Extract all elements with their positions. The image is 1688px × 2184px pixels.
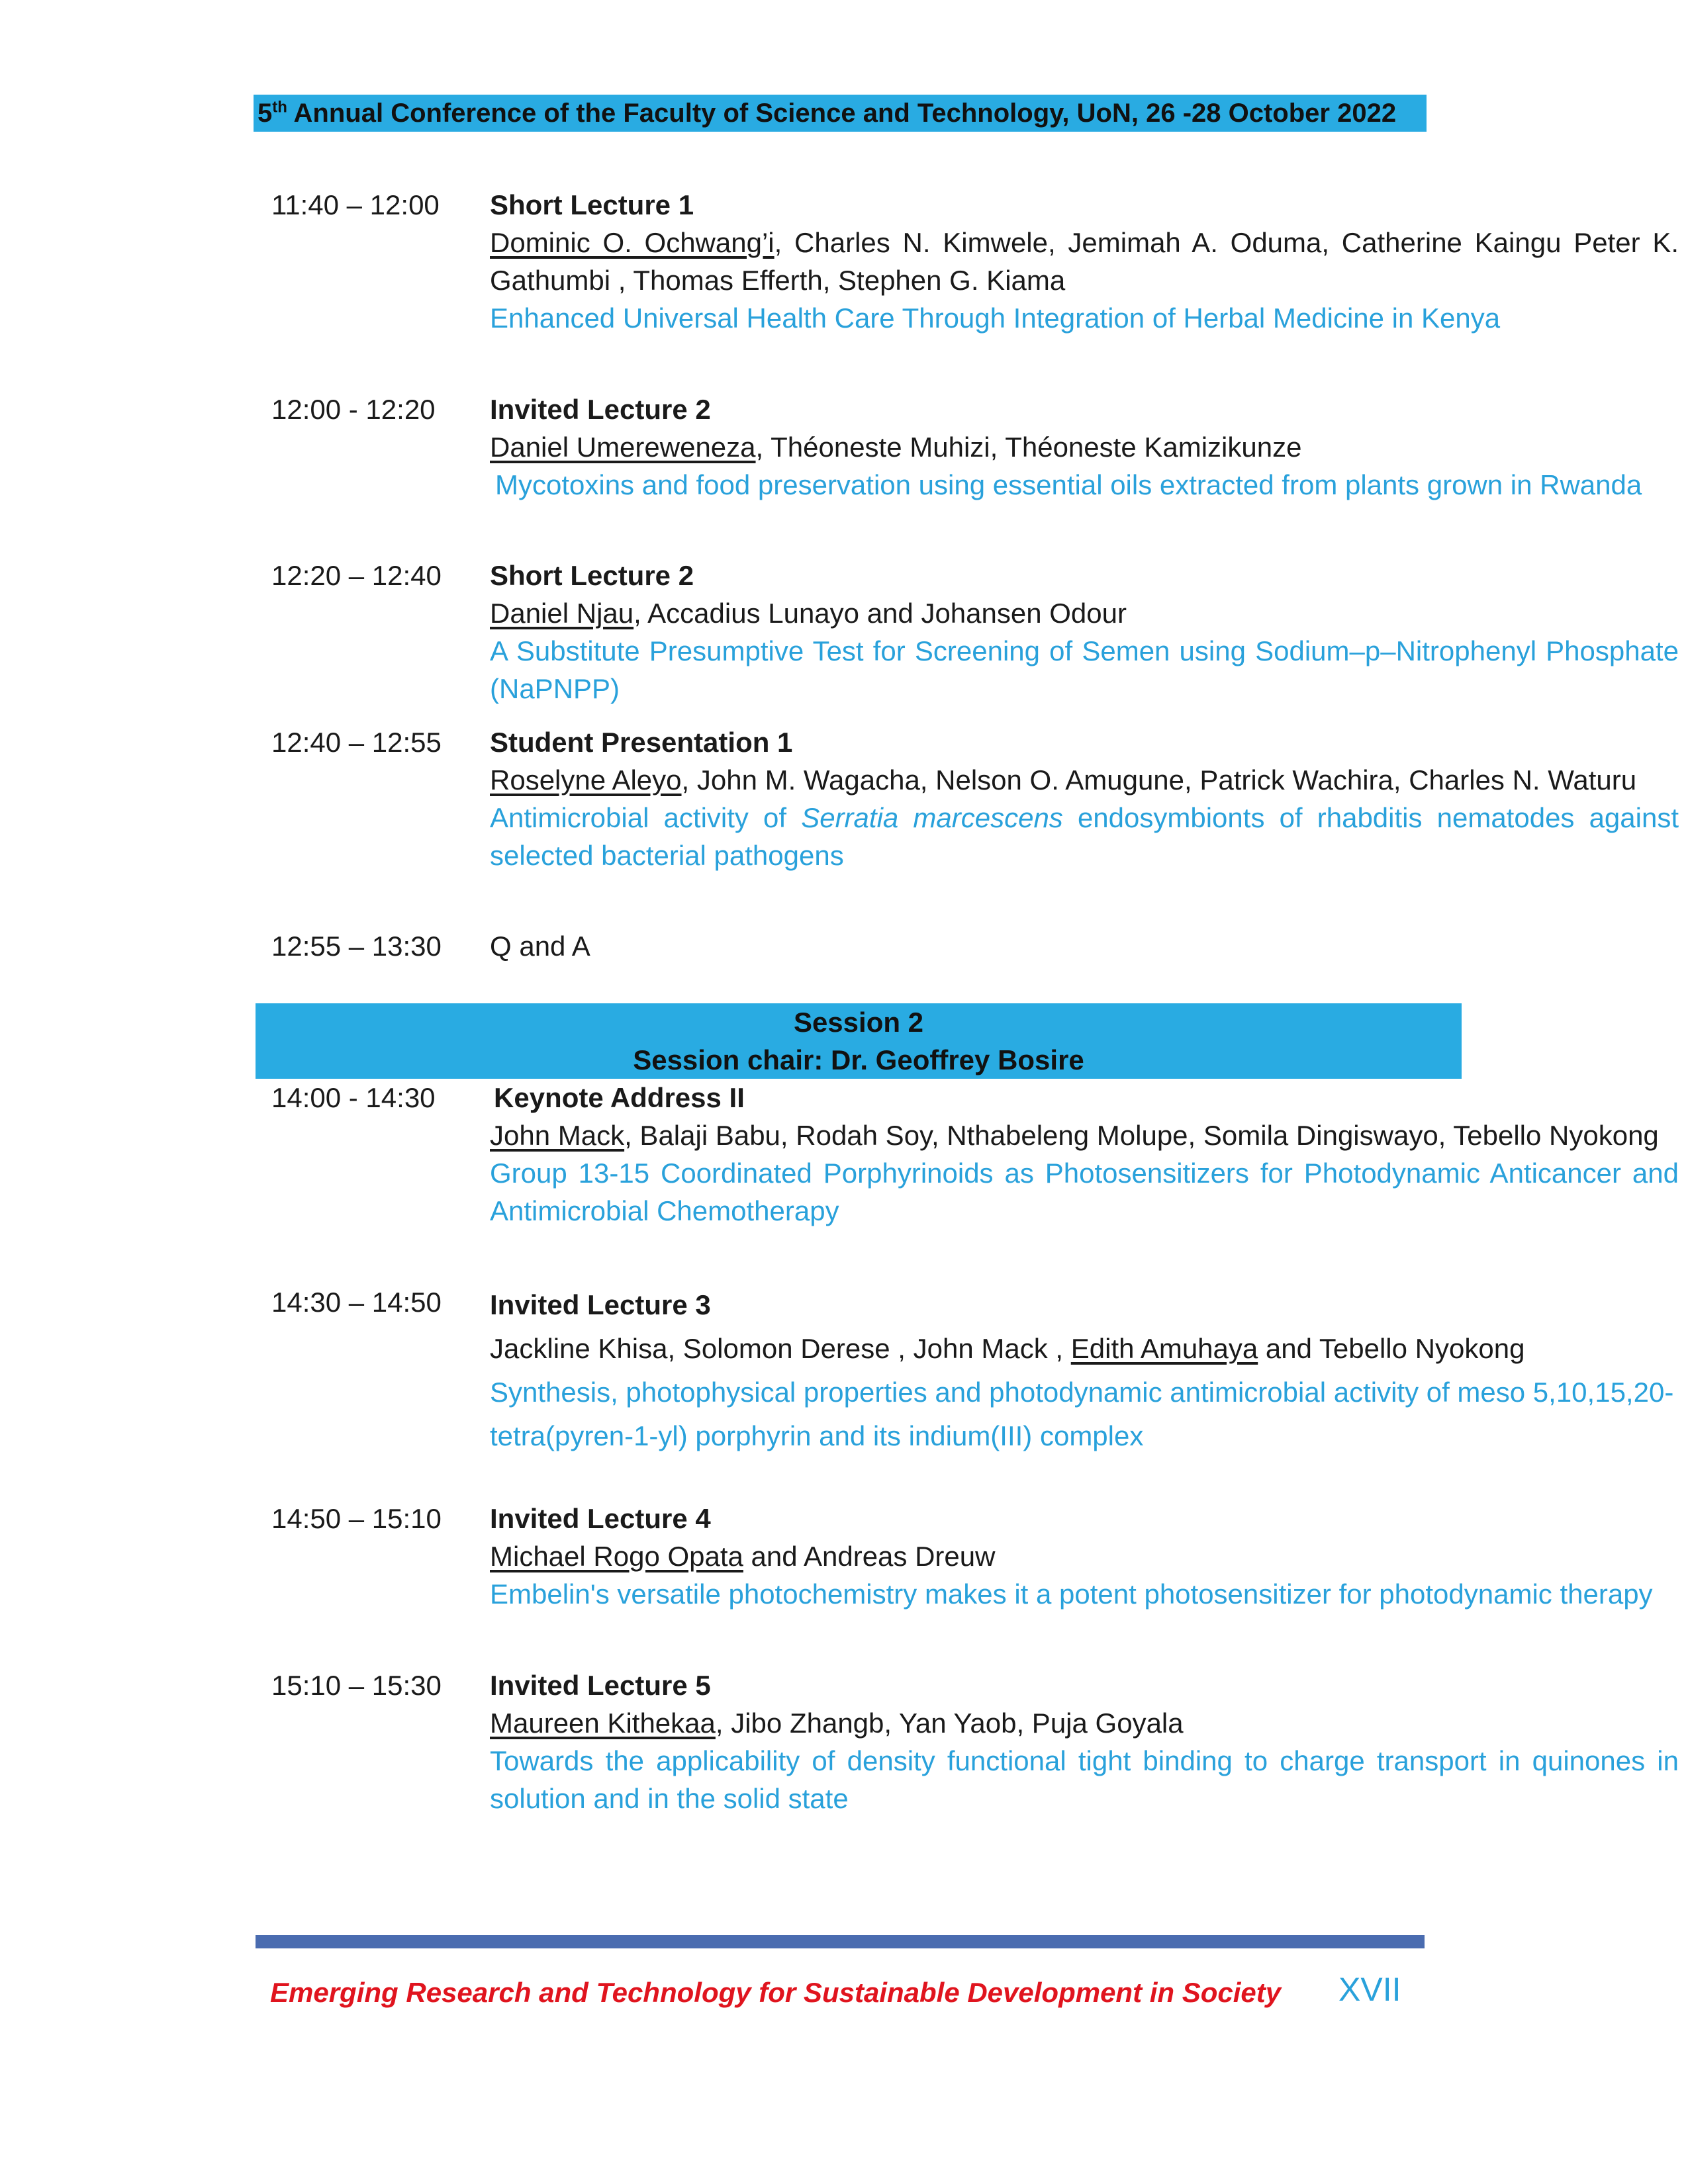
entry-type: Invited Lecture 5 <box>490 1670 711 1701</box>
entry-authors <box>490 594 1679 632</box>
presenter-name: Maureen Kithekaa <box>490 1707 716 1739</box>
entry-authors <box>490 761 1679 799</box>
presenter-name: Dominic O. Ochwang’i <box>490 227 774 258</box>
entry-authors <box>490 1537 1679 1575</box>
entry-type: Student Presentation 1 <box>490 727 793 758</box>
header-title: Annual Conference of the Faculty of Science and Technology, UoN, 26 -28 October 2022 <box>287 99 1397 128</box>
paper-title-part: endosymbionts of rhabditis nematodes against selected bacterial pathogens <box>490 802 1679 871</box>
paper-title-part: Antimicrobial activity of <box>490 802 802 833</box>
paper-title: Enhanced Universal Health Care Through Integration of Herbal Medicine in Kenya <box>490 302 1501 334</box>
entry-type: Invited Lecture 3 <box>490 1289 711 1320</box>
entry-type: Invited Lecture 2 <box>490 394 711 425</box>
entry-time: 12:20 – 12:40 <box>271 560 442 591</box>
entry-time: 11:40 – 12:00 <box>271 189 440 220</box>
paper-title: Group 13-15 Coordinated Porphyrinoids as Photosensitizers for Photodynamic Anticancer and Antimicrobial Chemotherapy <box>490 1158 1679 1226</box>
session-name: Session 2 <box>793 1007 924 1038</box>
entry-type: Invited Lecture 4 <box>490 1503 711 1534</box>
presenter-name: John Mack <box>490 1120 625 1151</box>
coauthors: , Théoneste Muhizi, Théoneste Kamizikunze <box>755 432 1302 463</box>
coauthors: , Charles N. Kimwele, Jemimah A. Oduma, Catherine Kaingu Peter K. Gathumbi , Thomas Efferth, Stephen G. Kiama <box>490 227 1679 296</box>
species-name: Serratia marcescens <box>801 802 1063 833</box>
entry-type: Short Lecture 1 <box>490 189 694 220</box>
entry-text: Q and A <box>490 931 590 962</box>
conference-header <box>254 95 1427 132</box>
entry-time: 14:30 – 14:50 <box>271 1287 442 1318</box>
presenter-name: Roselyne Aleyo <box>490 764 682 796</box>
paper-title: Mycotoxins and food preservation using essential oils extracted from plants grown in Rwanda <box>495 469 1642 500</box>
presenter-name: Daniel Umereweneza <box>490 432 756 463</box>
coauthors: , John M. Wagacha, Nelson O. Amugune, Patrick Wachira, Charles N. Waturu <box>681 764 1637 796</box>
paper-title: A Substitute Presumptive Test for Screening of Semen using Sodium–p–Nitrophenyl Phosphate (NaPNPP) <box>490 635 1679 704</box>
entry-type: Keynote Address II <box>494 1082 745 1113</box>
presenter-name: Edith Amuhaya <box>1070 1333 1258 1364</box>
header-ordinal: 5 <box>258 99 273 128</box>
coauthors: , Accadius Lunayo and Johansen Odour <box>633 598 1127 629</box>
entry-time: 12:40 – 12:55 <box>271 727 442 758</box>
entry-authors <box>490 1116 1679 1154</box>
session-chair: Session chair: Dr. Geoffrey Bosire <box>633 1044 1084 1075</box>
entry-time: 12:00 - 12:20 <box>271 394 436 425</box>
paper-title: Towards the applicability of density functional tight binding to charge transport in quinones in solution and in the solid state <box>490 1745 1679 1814</box>
entry-time: 14:50 – 15:10 <box>271 1503 442 1534</box>
session-header <box>256 1003 1462 1079</box>
footer-tagline: Emerging Research and Technology for Sustainable Development in Society <box>270 1977 1282 2008</box>
entry-time: 15:10 – 15:30 <box>271 1670 442 1701</box>
presenter-name: Daniel Njau <box>490 598 634 629</box>
coauthors: and Tebello Nyokong <box>1258 1333 1525 1364</box>
entry-time: 12:55 – 13:30 <box>271 931 442 962</box>
page-number: XVII <box>1338 1971 1401 2008</box>
coauthors: and Andreas Dreuw <box>743 1541 996 1572</box>
entry-authors <box>490 1704 1679 1742</box>
coauthors: , Jibo Zhangb, Yan Yaob, Puja Goyala <box>715 1707 1184 1739</box>
paper-title <box>490 799 1679 874</box>
coauthors: Jackline Khisa, Solomon Derese , John Mack , <box>490 1333 1071 1364</box>
paper-title: Embelin's versatile photochemistry makes it a potent photosensitizer for photodynamic therapy <box>490 1578 1653 1610</box>
footer-rule <box>256 1935 1425 1948</box>
entry-type: Short Lecture 2 <box>490 560 694 591</box>
entry-authors <box>490 224 1679 299</box>
paper-title: Synthesis, photophysical properties and photodynamic antimicrobial activity of meso 5,10,15,20-tetra(pyren-1-yl) porphyrin and its indium(III) complex <box>490 1377 1674 1451</box>
header-ordinal-suffix: th <box>272 98 287 116</box>
entry-authors <box>490 1327 1679 1371</box>
presenter-name: Michael Rogo Opata <box>490 1541 743 1572</box>
entry-authors <box>490 428 1679 466</box>
entry-time: 14:00 - 14:30 <box>271 1082 436 1113</box>
coauthors: , Balaji Babu, Rodah Soy, Nthabeleng Molupe, Somila Dingiswayo, Tebello Nyokong <box>624 1120 1659 1151</box>
